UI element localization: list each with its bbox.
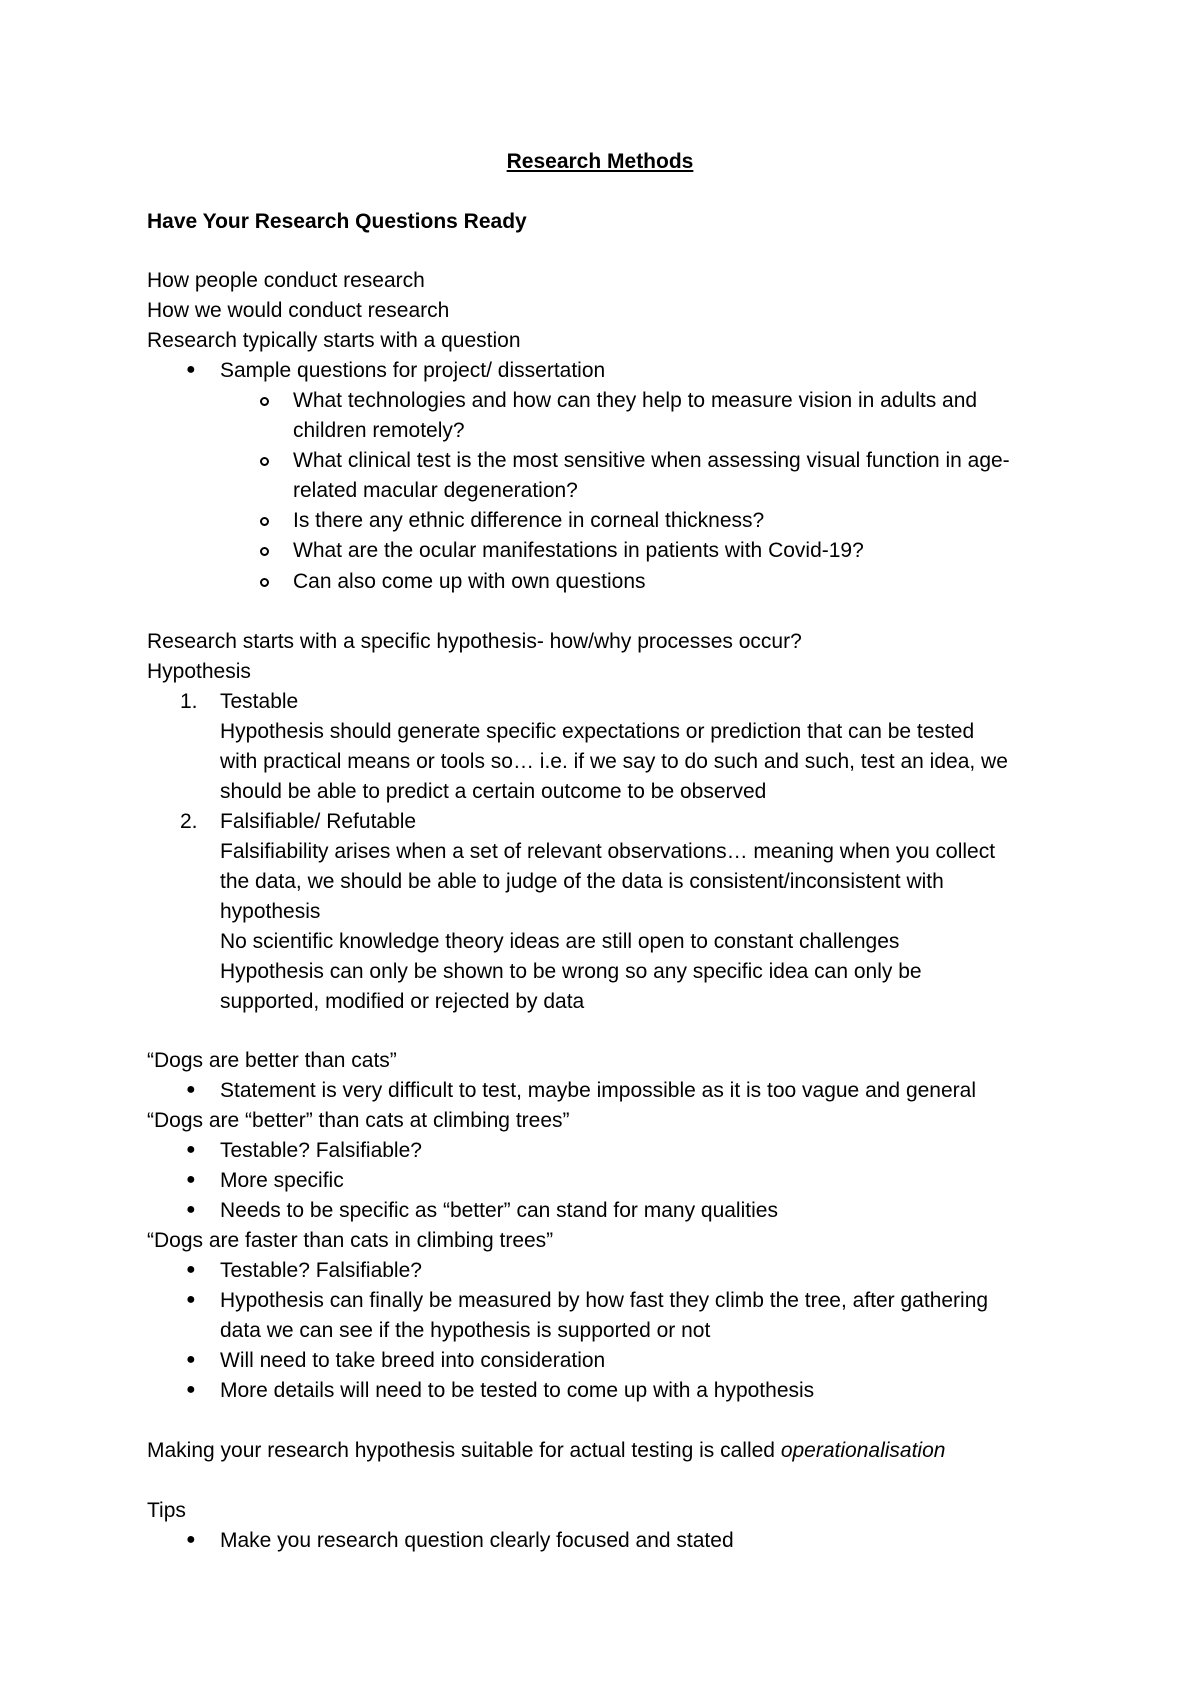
list-item: Make you research question clearly focused and stated (220, 1529, 734, 1552)
list-number: 1. (180, 690, 198, 713)
criterion-name: Falsifiable/ Refutable (220, 810, 417, 833)
list-item: Statement is very difficult to test, maybe impossible as it is too vague and general (220, 1079, 976, 1102)
circle-bullet-icon (260, 578, 269, 587)
criterion-text: the data, we should be able to judge of the data is consistent/inconsistent with (220, 870, 944, 893)
example-statement: “Dogs are better than cats” (147, 1049, 397, 1072)
operationalisation-text: Making your research hypothesis suitable for actual testing is called (147, 1439, 781, 1462)
paragraph: Hypothesis (147, 660, 251, 683)
bullet-icon: ● (186, 1201, 196, 1218)
criterion-text: Hypothesis should generate specific expectations or prediction that can be tested (220, 720, 975, 743)
intro-line: Research typically starts with a question (147, 329, 521, 352)
list-number: 2. (180, 810, 198, 833)
list-item: What are the ocular manifestations in patients with Covid-19? (293, 539, 864, 562)
list-item-continuation: data we can see if the hypothesis is supported or not (220, 1319, 711, 1342)
list-item: Hypothesis can finally be measured by how fast they climb the tree, after gathering (220, 1289, 989, 1312)
paragraph: Research starts with a specific hypothesis- how/why processes occur? (147, 630, 802, 653)
list-item: Sample questions for project/ dissertation (220, 359, 606, 382)
list-item: Is there any ethnic difference in corneal thickness? (293, 509, 765, 532)
circle-bullet-icon (260, 517, 269, 526)
list-item: Testable? Falsifiable? (220, 1139, 422, 1162)
criterion-text: Falsifiability arises when a set of relevant observations… meaning when you collect (220, 840, 996, 863)
criterion-text: Hypothesis can only be shown to be wrong so any specific idea can only be (220, 960, 922, 983)
list-item: More specific (220, 1169, 344, 1192)
list-item: What technologies and how can they help to measure vision in adults and (293, 389, 978, 412)
criterion-name: Testable (220, 690, 299, 713)
list-item-continuation: children remotely? (293, 419, 465, 442)
circle-bullet-icon (260, 457, 269, 466)
list-item: Needs to be specific as “better” can stand for many qualities (220, 1199, 778, 1222)
list-item: More details will need to be tested to come up with a hypothesis (220, 1379, 815, 1402)
example-statement: “Dogs are “better” than cats at climbing trees” (147, 1109, 570, 1132)
criterion-text: with practical means or tools so… i.e. if we say to do such and such, test an idea, we (220, 750, 1008, 773)
list-item: Testable? Falsifiable? (220, 1259, 422, 1282)
bullet-icon: ● (186, 1531, 196, 1548)
list-item-continuation: related macular degeneration? (293, 479, 578, 502)
page-title: Research Methods (506, 150, 694, 173)
criterion-text: hypothesis (220, 900, 321, 923)
intro-line: How we would conduct research (147, 299, 450, 322)
list-item: What clinical test is the most sensitive when assessing visual function in age- (293, 449, 1010, 472)
list-item: Can also come up with own questions (293, 570, 646, 593)
operationalisation-line (147, 1439, 945, 1463)
example-statement: “Dogs are faster than cats in climbing trees” (147, 1229, 554, 1252)
bullet-icon: ● (186, 1081, 196, 1098)
criterion-text: supported, modified or rejected by data (220, 990, 585, 1013)
bullet-icon: ● (186, 1141, 196, 1158)
section-heading: Have Your Research Questions Ready (147, 210, 527, 233)
criterion-text: should be able to predict a certain outcome to be observed (220, 780, 767, 803)
bullet-icon: ● (186, 1351, 196, 1368)
tips-label: Tips (147, 1499, 186, 1522)
circle-bullet-icon (260, 547, 269, 556)
bullet-icon: ● (186, 1291, 196, 1308)
bullet-icon: ● (186, 1261, 196, 1278)
list-item: Will need to take breed into consideration (220, 1349, 606, 1372)
circle-bullet-icon (260, 397, 269, 406)
bullet-icon: ● (186, 361, 196, 378)
bullet-icon: ● (186, 1171, 196, 1188)
operationalisation-term: operationalisation (780, 1439, 946, 1462)
intro-line: How people conduct research (147, 269, 425, 292)
criterion-text: No scientific knowledge theory ideas are still open to constant challenges (220, 930, 900, 953)
bullet-icon: ● (186, 1381, 196, 1398)
